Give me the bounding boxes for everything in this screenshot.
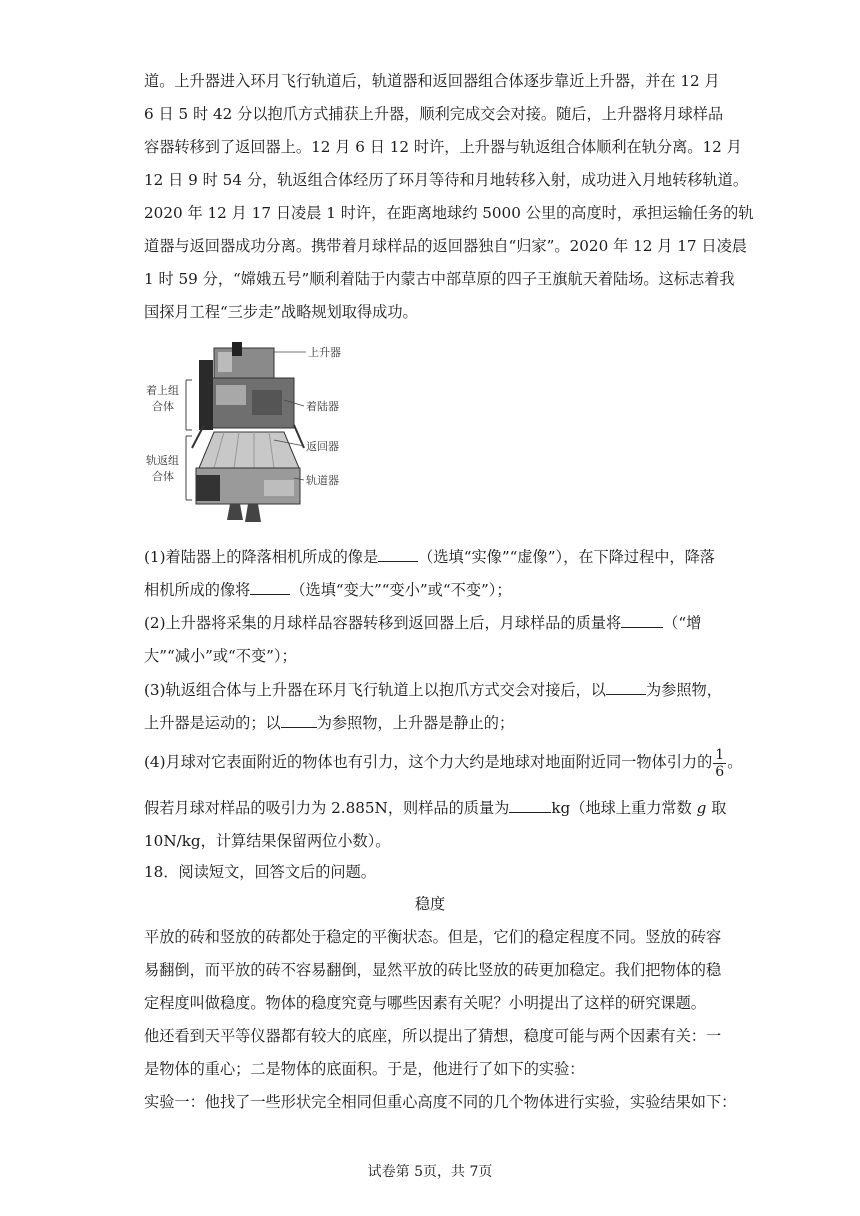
question-2-line-1 [144, 613, 701, 633]
question-text: 为参照物， [645, 681, 722, 699]
question-text: 为参照物，上升器是静止的； [316, 714, 515, 732]
label-group-bottom-1: 轨返组 [146, 454, 179, 467]
label-group-bottom-2: 合体 [152, 470, 174, 483]
article-line: 他还看到天平等仪器都有较大的底座，所以提出了猜想，稳度可能与两个因素有关：一 [144, 1027, 722, 1045]
label-returner: 返回器 [306, 440, 339, 453]
question-text: (1)着陆器上的降落相机所成的像是 [144, 548, 379, 566]
question-text: kg（地球上重力常数 [551, 799, 692, 817]
label-orbiter: 轨道器 [306, 474, 339, 487]
fraction-denominator: 6 [715, 763, 725, 780]
question-text: （选填“实像”“虚像”），在下降过程中，降落 [418, 548, 715, 566]
answer-blank[interactable] [281, 713, 317, 728]
question-text: （选填“变大”“变小”或“不变”）； [290, 581, 512, 599]
question-1-line-2 [144, 580, 512, 600]
question-text: (2)上升器将采集的月球样品容器转移到返回器上后，月球样品的质量将 [144, 614, 622, 632]
label-ascender: 上升器 [308, 346, 341, 359]
answer-blank[interactable] [621, 613, 663, 628]
paragraph-line: 容器转移到了返回器上。12 月 6 日 12 时许，上升器与轨返组合体顺利在轨分离。12 月 [144, 138, 742, 156]
question-3-line-2 [144, 713, 514, 733]
paragraph-line: 6 日 5 时 42 分以抱爪方式捕获上升器，顺利完成交会对接。随后，上升器将月球样品 [144, 105, 724, 123]
spacecraft-figure [144, 340, 356, 530]
question-text: 假若月球对样品的吸引力为 2.885N，则样品的质量为 [144, 799, 510, 817]
spacecraft-illustration [144, 340, 356, 530]
question-text: （“增 [663, 614, 702, 632]
fraction-numerator: 1 [715, 746, 725, 763]
question-4-line-1 [144, 744, 742, 780]
answer-blank[interactable] [250, 580, 290, 595]
variable-g: g [696, 799, 707, 817]
article-line: 平放的砖和竖放的砖都处于稳定的平衡状态。但是，它们的稳定程度不同。竖放的砖容 [144, 928, 722, 946]
article-line: 易翻倒，而平放的砖不容易翻倒，显然平放的砖比竖放的砖更加稳定。我们把物体的稳 [144, 961, 722, 979]
article-line: 实验一：他找了一些形状完全相同但重心高度不同的几个物体进行实验，实验结果如下： [144, 1093, 737, 1111]
question-text: 取 [711, 799, 727, 817]
paragraph-line: 2020 年 12 月 17 日凌晨 1 时许，在距离地球约 5000 公里的高度时，承担运输任务的轨 [144, 204, 754, 222]
fraction-one-sixth [713, 747, 726, 780]
answer-blank[interactable] [509, 798, 551, 813]
paragraph-line: 1 时 59 分，“嫦娥五号”顺利着陆于内蒙古中部草原的四子王旗航天着陆场。这标志着我 [144, 270, 735, 288]
article-line: 定程度叫做稳度。物体的稳度究竟与哪些因素有关呢？小明提出了这样的研究课题。 [144, 994, 706, 1012]
question-4-line-2 [144, 798, 726, 818]
page-footer: 试卷第 5页，共 7页 [367, 1164, 493, 1180]
question-text: 上升器是运动的；以 [144, 714, 281, 732]
question-1-line-1 [144, 547, 715, 567]
question-text: (3)轨返组合体与上升器在环月飞行轨道上以抱爪方式交会对接后，以 [144, 681, 606, 699]
paragraph-line: 12 日 9 时 54 分，轨返组合体经历了环月等待和月地转移入射，成功进入月地转移轨道。 [144, 171, 749, 189]
question-3-line-1 [144, 680, 722, 700]
article-title: 稳度 [414, 895, 446, 913]
question-2-line-2: 大”“减小”或“不变”）； [144, 647, 297, 665]
paragraph-line: 国探月工程“三步走”战略规划取得成功。 [144, 303, 418, 321]
label-lander: 着陆器 [306, 400, 339, 413]
question-text: 相机所成的像将 [144, 581, 251, 599]
question-text: 。 [727, 753, 743, 771]
label-group-top-1: 着上组 [146, 384, 179, 397]
paragraph-line: 道器与返回器成功分离。携带着月球样品的返回器独自“归家”。2020 年 12 月 17 日凌晨 [144, 237, 747, 255]
paragraph-line: 道。上升器进入环月飞行轨道后，轨道器和返回器组合体逐步靠近上升器，并在 12 月 [144, 72, 720, 90]
answer-blank[interactable] [378, 547, 418, 562]
article-line: 是物体的重心；二是物体的底面积。于是，他进行了如下的实验： [144, 1060, 585, 1078]
question-text: (4)月球对它表面附近的物体也有引力，这个力大约是地球对地面附近同一物体引力的 [144, 753, 713, 771]
answer-blank[interactable] [606, 680, 646, 695]
label-group-top-2: 合体 [152, 400, 174, 413]
section-18-heading: 18．阅读短文，回答文后的问题。 [144, 863, 376, 881]
question-4-line-3: 10N/kg，计算结果保留两位小数）。 [144, 832, 391, 850]
